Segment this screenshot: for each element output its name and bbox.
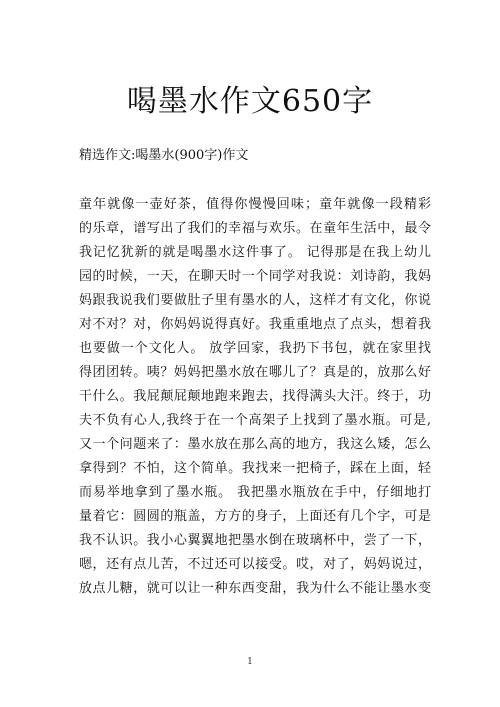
essay-line: 夫不负有心人,我终于在一个高架子上找到了墨水瓶。可是, xyxy=(79,413,431,428)
essay-line: 干什么。我屁颠屁颠地跑来跑去，找得满头大汗。终于，功 xyxy=(79,389,431,404)
essay-line: 的乐章，谱写出了我们的幸福与欢乐。在童年生活中，最令 xyxy=(79,221,431,236)
essay-line: 对不对？对，你妈妈说得真好。我重重地点了点头，想着我 xyxy=(79,317,431,332)
essay-line: 嗯，还有点儿苦，不过还可以接受。哎，对了，妈妈说过， xyxy=(79,557,431,572)
essay-line: 拿得到？不怕，这个简单。我找来一把椅子，踩在上面，轻 xyxy=(79,461,431,476)
essay-line: 园的时候，一天，在聊天时一个同学对我说：刘诗韵，我妈 xyxy=(79,269,431,284)
document-title: 喝墨水作文650字 xyxy=(126,84,374,119)
essay-line: 而易举地拿到了墨水瓶。 我把墨水瓶放在手中，仔细地打 xyxy=(79,485,431,500)
essay-line: 也要做一个文化人。 放学回家，我扔下书包，就在家里找 xyxy=(79,341,431,356)
essay-line: 童年就像一壶好茶，值得你慢慢回味；童年就像一段精彩 xyxy=(79,197,431,212)
essay-line: 我记忆犹新的就是喝墨水这件事了。 记得那是在我上幼儿 xyxy=(79,245,431,260)
essay-line: 我不认识。我小心翼翼地把墨水倒在玻璃杯中，尝了一下， xyxy=(79,533,431,548)
essay-line: 量着它：圆圆的瓶盖，方方的身子，上面还有几个字，可是 xyxy=(79,509,431,524)
essay-line: 放点儿糖，就可以让一种东西变甜，我为什么不能让墨水变 xyxy=(79,581,431,596)
essay-line: 得团团转。咦？妈妈把墨水放在哪儿了？真是的，放那么好 xyxy=(79,365,431,380)
essay-body xyxy=(79,193,431,601)
page-number: 1 xyxy=(247,657,253,667)
document-subtitle: 精选作文:喝墨水(900字)作文 xyxy=(79,148,249,163)
essay-line: 妈跟我说我们要做肚子里有墨水的人，这样才有文化，你说 xyxy=(79,293,431,308)
essay-line: 又一个问题来了：墨水放在那么高的地方，我这么矮，怎么 xyxy=(79,437,431,452)
